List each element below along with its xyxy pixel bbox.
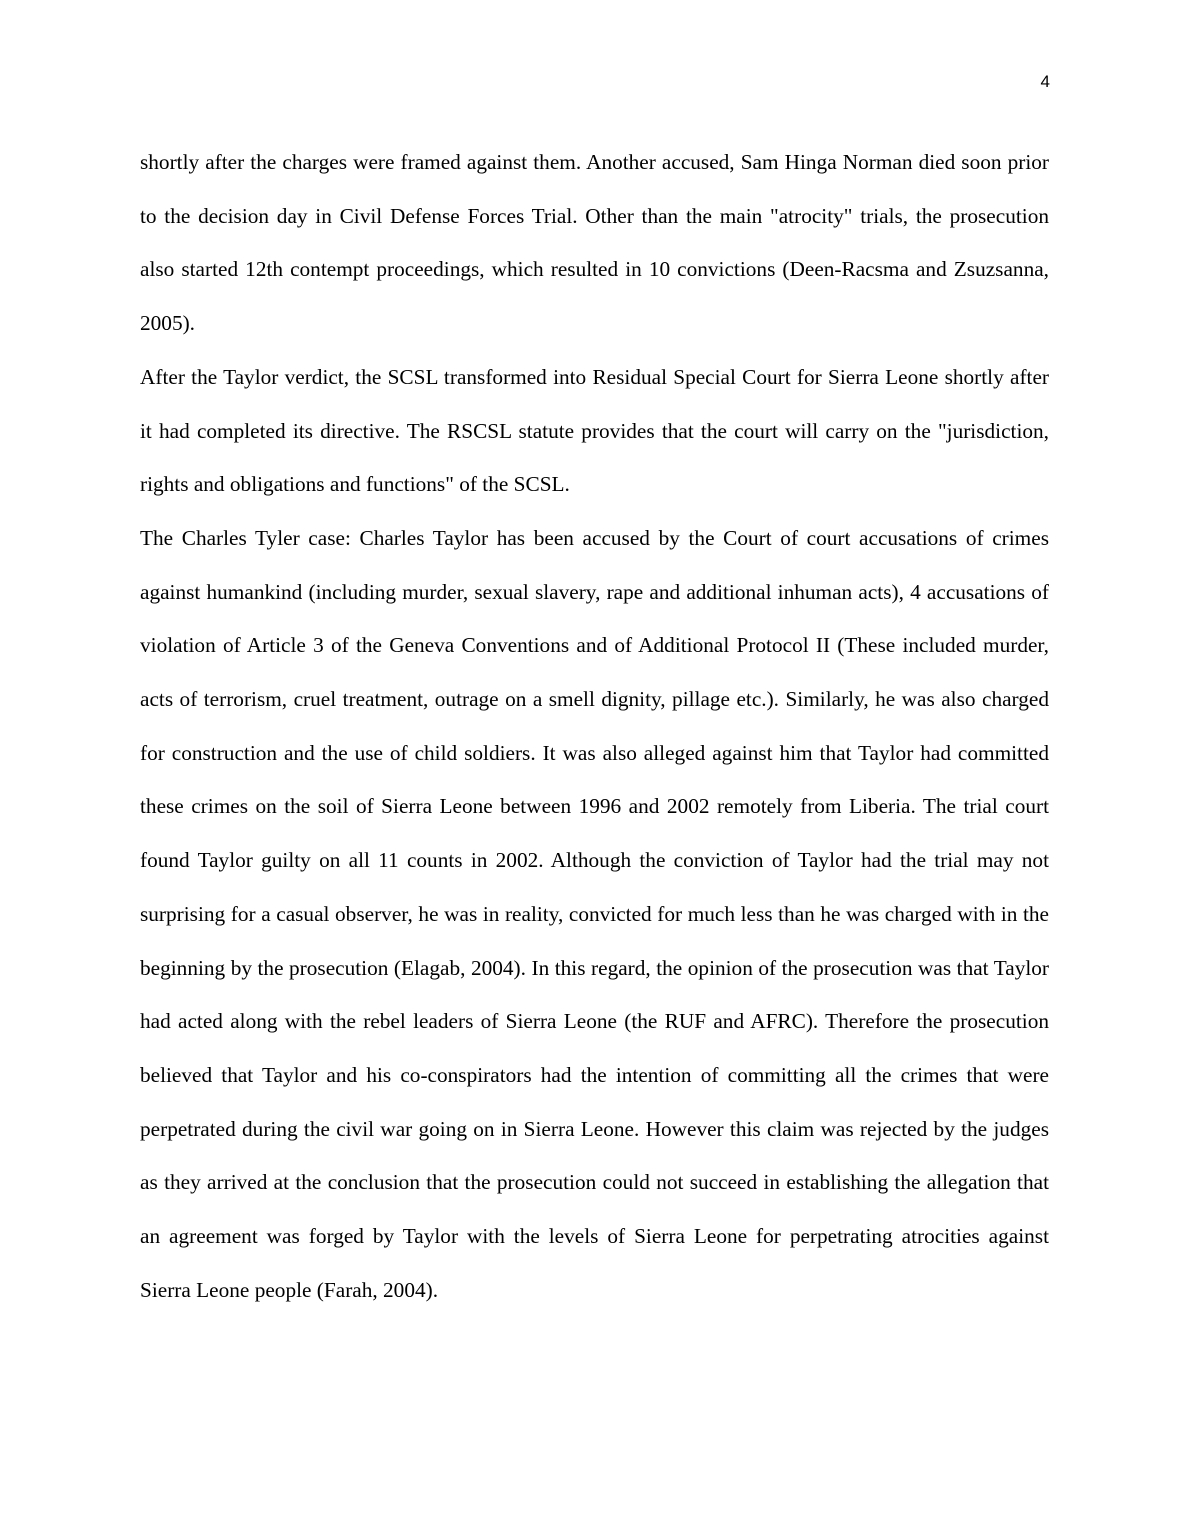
paragraph-scsl-convictions: shortly after the charges were framed against them. Another accused, Sam Hinga Norman died soon prior to the decision day in Civil Defense Forces Trial. Other than the main "atrocity" trials, the prosecution also started 12th contempt proceedings, which resulted in 10 convictions (Deen-Racsma and Zsuzsanna, 2005). — [140, 150, 1049, 336]
page-number: 4 — [1040, 72, 1050, 91]
paragraph-charles-taylor-case: The Charles Tyler case: Charles Taylor has been accused by the Court of court accusations of crimes against humankind (including murder, sexual slavery, rape and additional inhuman acts), 4 accusations of violation of Article 3 of the Geneva Conventions and of Additional Protocol II (These included murder, acts of terrorism, cruel treatment, outrage on a smell dignity, pillage etc.). Similarly, he was also charged for construction and the use of child soldiers. It was also alleged against him that Taylor had committed these crimes on the soil of Sierra Leone between 1996 and 2002 remotely from Liberia. The trial court found Taylor guilty on all 11 counts in 2002. Although the conviction of Taylor had the trial may not surprising for a casual observer, he was in reality, convicted for much less than he was charged with in the beginning by the prosecution (Elagab, 2004). In this regard, the opinion of the prosecution was that Taylor had acted along with the rebel leaders of Sierra Leone (the RUF and AFRC). Therefore the prosecution believed that Taylor and his co-conspirators had the intention of committing all the crimes that were perpetrated during the civil war going on in Sierra Leone. However this claim was rejected by the judges as they arrived at the conclusion that the prosecution could not succeed in establishing the allegation that an agreement was forged by Taylor with the levels of Sierra Leone for perpetrating atrocities against Sierra Leone people (Farah, 2004). — [140, 525, 1049, 1302]
paragraph-residual-court: After the Taylor verdict, the SCSL transformed into Residual Special Court for Sierra Leone shortly after it had completed its directive. The RSCSL statute provides that the court will carry on the "jurisdiction, rights and obligations and functions" of the SCSL. — [140, 364, 1049, 497]
document-body — [140, 136, 1049, 1317]
